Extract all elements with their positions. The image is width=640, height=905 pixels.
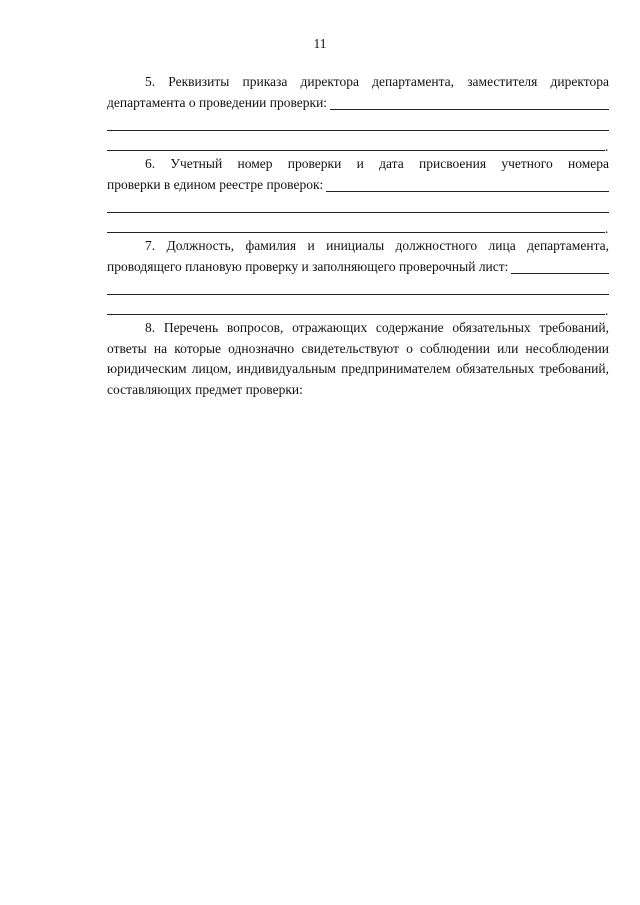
section-7 [107, 236, 609, 318]
section-8 [107, 318, 609, 400]
section-5-end-mark: . [605, 139, 609, 154]
section-7-line-1: 7. Должность, фамилия и инициалы должностного лица департамента, [145, 238, 609, 253]
section-8-text: 8. Перечень вопросов, отражающих содержание обязательных требований, ответы на которые однозначно свидетельствуют о соблюдении или несоблюдении юридическим лицом, индивидуальным предпринимателем обязательных требований, составляющих предмет проверки: [107, 320, 609, 397]
section-7-blank-line-2[interactable] [107, 298, 609, 319]
section-7-end-mark: . [605, 303, 609, 318]
section-5-blank-line-1[interactable] [107, 113, 609, 134]
section-6-line-1: 6. Учетный номер проверки и дата присвоения учетного номера [145, 156, 609, 171]
page-number: 11 [313, 36, 327, 51]
section-5-line-1: 5. Реквизиты приказа директора департамента, заместителя директора [145, 74, 609, 89]
section-7-fill-field[interactable] [511, 259, 609, 274]
section-5-fill-field[interactable] [330, 95, 609, 110]
document-body [107, 72, 609, 400]
section-6-blank-line-2[interactable] [107, 216, 609, 237]
section-6-blank-line-1[interactable] [107, 195, 609, 216]
section-5-line-2 [107, 93, 609, 114]
section-7-blank-line-1[interactable] [107, 277, 609, 298]
section-6-fill-field[interactable] [326, 177, 609, 192]
section-6-end-mark: . [605, 221, 609, 236]
section-7-line-2 [107, 257, 609, 278]
section-5-blank-line-2[interactable] [107, 134, 609, 155]
section-6-label: проверки в едином реестре проверок: [107, 176, 324, 192]
section-6 [107, 154, 609, 236]
section-5 [107, 72, 609, 154]
section-6-line-2 [107, 175, 609, 196]
section-5-label: департамента о проведении проверки: [107, 94, 328, 110]
section-7-label: проводящего плановую проверку и заполняющего проверочный лист: [107, 258, 509, 274]
